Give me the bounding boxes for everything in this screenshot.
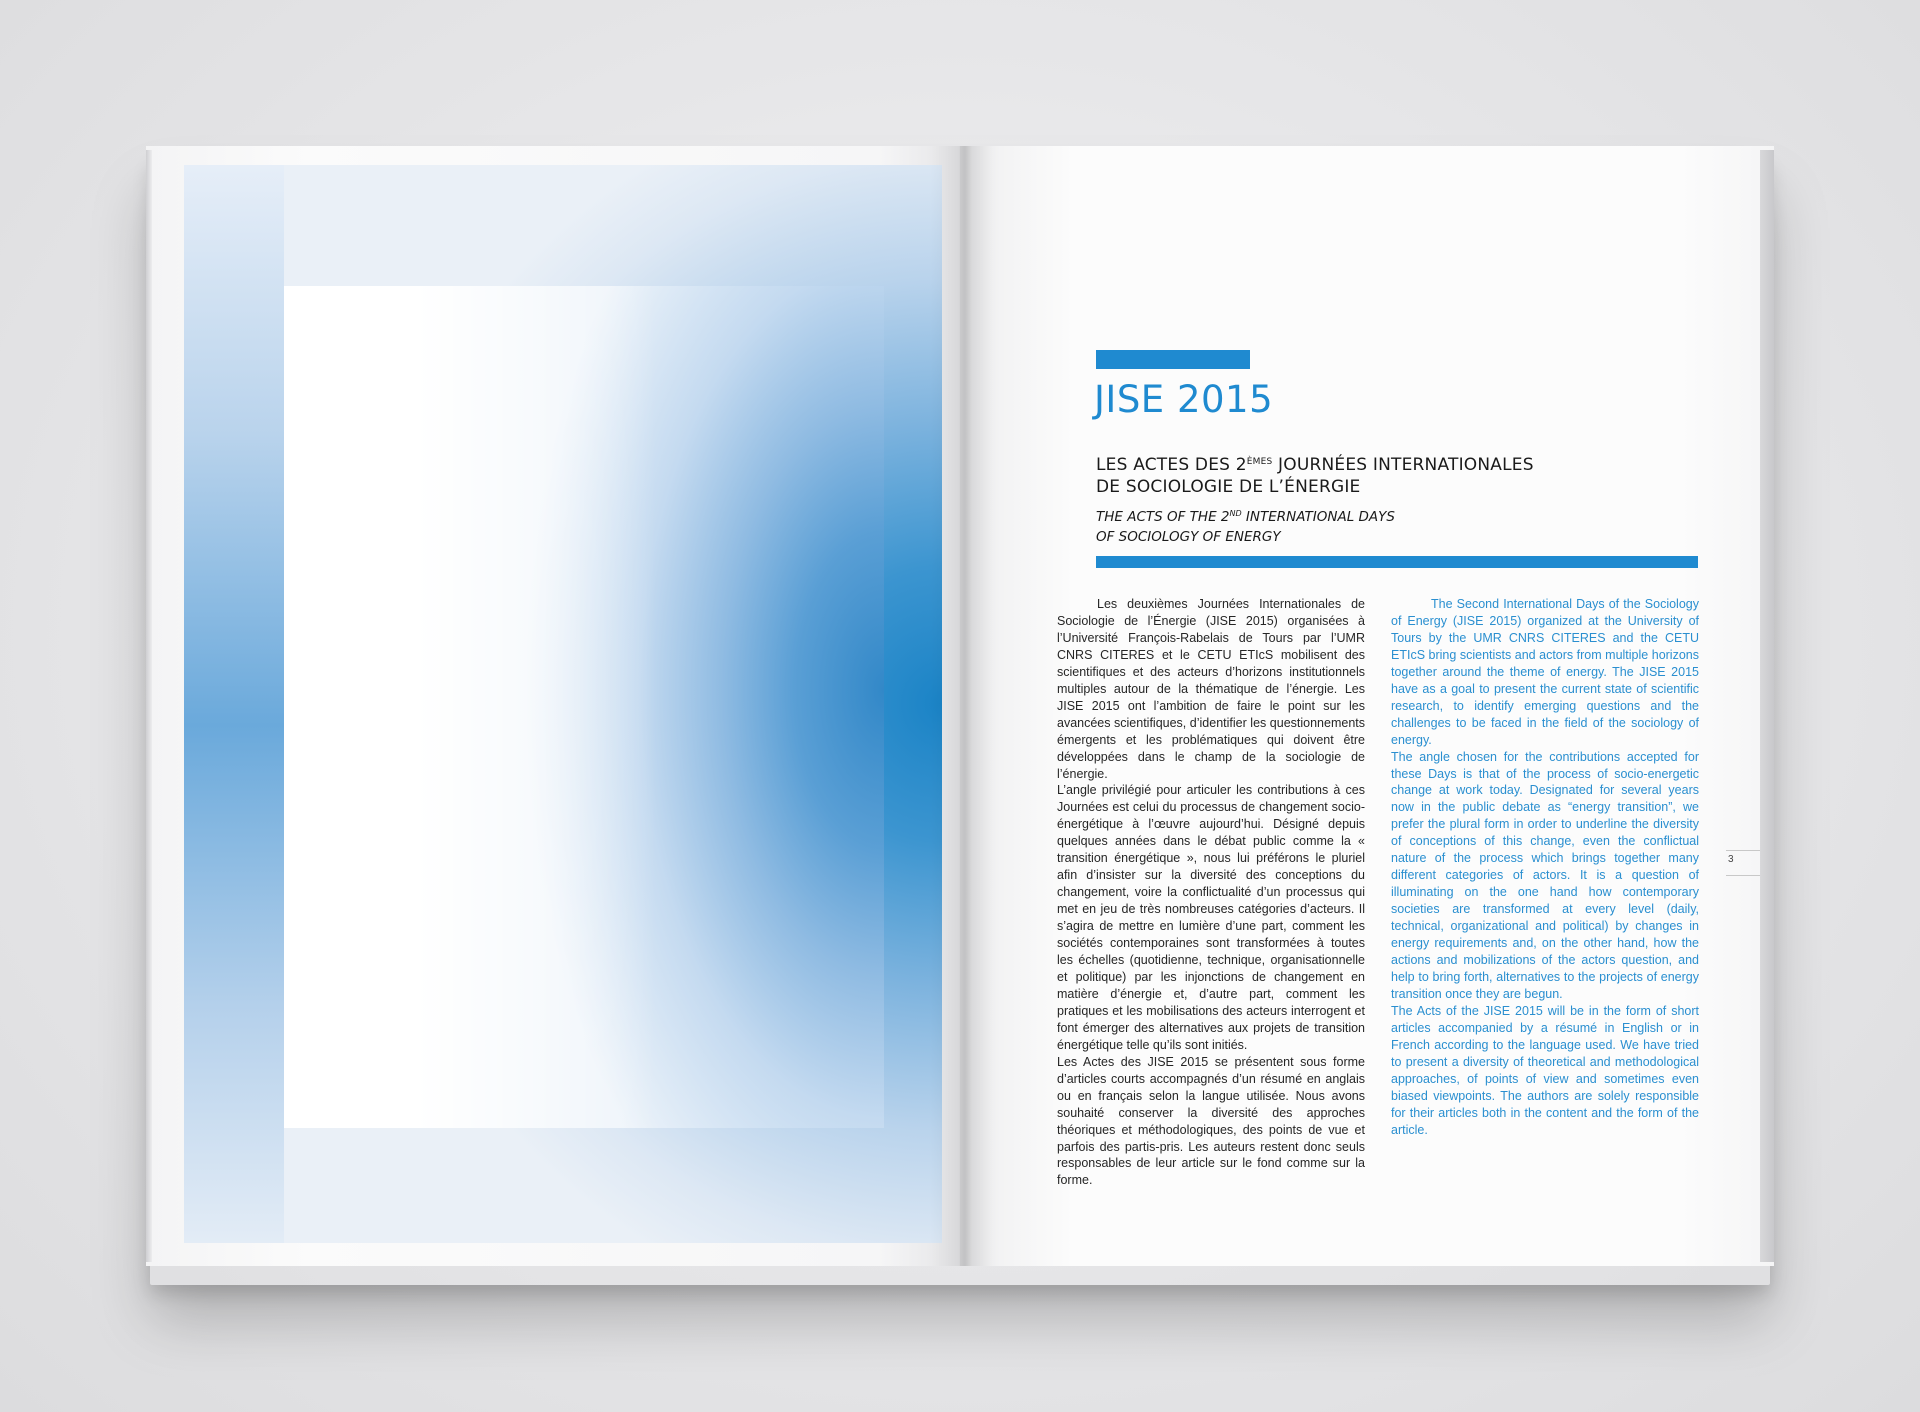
subtitle-fr-part1: LES ACTES DES 2	[1096, 455, 1247, 475]
right-page-content	[960, 146, 1774, 1266]
art-gradient-strip	[184, 165, 284, 1243]
paragraph-en-1: The Second International Days of the Sociology of Energy (JISE 2015) organized at the University of Tours by the UMR CNRS CITERES and the CETU ETIcS bring scientists and actors from multiple horizons together around the theme of energy. The JISE 2015 have as a goal to present the current state of scientific research, to identify emerging questions and the challenges to be faced in the field of the sociology of energy.	[1391, 597, 1699, 747]
left-page-edge	[146, 150, 152, 1262]
paragraph-fr-3: Les Actes des JISE 2015 se présentent sous forme d’articles courts accompagnés d’un résumé en anglais ou en français selon la langue utilisée. Nous avons souhaité conserver la diversité des approches théoriques et méthodologiques, des points de vue et parfois des partis-pris. Les auteurs restent donc seuls responsables de leur article sur le fond comme sur la forme.	[1057, 1054, 1365, 1188]
right-page	[960, 146, 1774, 1266]
subtitle-en-superscript: ND	[1229, 509, 1242, 518]
left-page	[146, 146, 960, 1266]
subtitle-en-part1: THE ACTS OF THE 2	[1096, 509, 1230, 525]
page-number: 3	[1728, 854, 1734, 865]
paragraph-en-3: The Acts of the JISE 2015 will be in the form of short articles accompanied by a résumé in English or in French according to the language used. We have tried to present a diversity of theoretical and methodological approaches, of points of view and sometimes even biased viewpoints. The authors are solely responsible for their articles both in the content and the form of the article.	[1391, 1003, 1699, 1137]
right-page-edge	[1760, 150, 1774, 1262]
accent-bar-middle	[1096, 556, 1698, 568]
subtitle-fr-line2: DE SOCIOLOGIE DE L’ÉNERGIE	[1096, 477, 1361, 497]
subtitle-en-line2: OF SOCIOLOGY OF ENERGY	[1096, 529, 1281, 545]
paragraph-fr-2: L’angle privilégié pour articuler les contributions à ces Journées est celui du processus de changement socio-énergétique à l’œuvre aujourd’hui. Désigné depuis quelques années dans le débat public comme la « transition énergétique », nous lui préférons le pluriel afin d’insister sur la diversité des conceptions du changement, voire la conflictualité d’un processus qui met en jeu de très nombreuses catégories d’acteurs. Il s’agira de mettre en lumière d’une part, comment les sociétés contemporaines sont transformées à toutes les échelles (quotidienne, technique, organisationnelle et politique) par les injonctions de changement en matière d’énergie et, d’autre part, comment les pratiques et les mobilisations des acteurs interrogent et font émerger des alternatives aux projets de transition énergétique telle qu’ils sont initiés.	[1057, 783, 1365, 1052]
paragraph-en-2: The angle chosen for the contributions accepted for these Days is that of the process of socio-energetic change at work today. Designated for several years now in the public debate as “energy transition”, we prefer the plural form in order to underline the diversity of conceptions of this change, even the conflictual nature of the process which brings together many different categories of actors. It is a question of illuminating on the one hand how contemporary societies are transformed at every level (daily, technical, organizational and political) by changes in energy requirements and, on the other hand, how the actions and mobilizations of the actors question, and help to bring forth, alternatives to the projects of energy transition once they are begun.	[1391, 749, 1699, 1001]
art-inner-panel	[284, 286, 884, 1128]
column-french	[1057, 596, 1365, 1189]
paragraph-fr-1: Les deuxièmes Journées Internationales de Sociologie de l’Énergie (JISE 2015) organisées à l’Université François-Rabelais de Tours par l’UMR CNRS CITERES et le CETU ETIcS mobilisent des scientifiques et des acteurs d’horizons institutionnels multiples autour de la thématique de l’énergie. Les JISE 2015 ont l’ambition de faire le point sur les avancées scientifiques, d’identifier les questionnements émergents et les problématiques qui doivent être développées dans le champ de la sociologie de l’énergie.	[1057, 597, 1365, 781]
column-english	[1391, 596, 1699, 1139]
subtitle-english	[1096, 504, 1496, 547]
subtitle-french	[1096, 451, 1656, 498]
subtitle-en-part2: INTERNATIONAL DAYS	[1241, 509, 1395, 525]
subtitle-fr-part2: JOURNÉES INTERNATIONALES	[1272, 455, 1534, 475]
cover-art	[184, 165, 942, 1243]
subtitle-fr-superscript: ÈMES	[1246, 457, 1273, 467]
page-title: JISE 2015	[1094, 378, 1274, 421]
accent-bar-top	[1096, 350, 1250, 369]
